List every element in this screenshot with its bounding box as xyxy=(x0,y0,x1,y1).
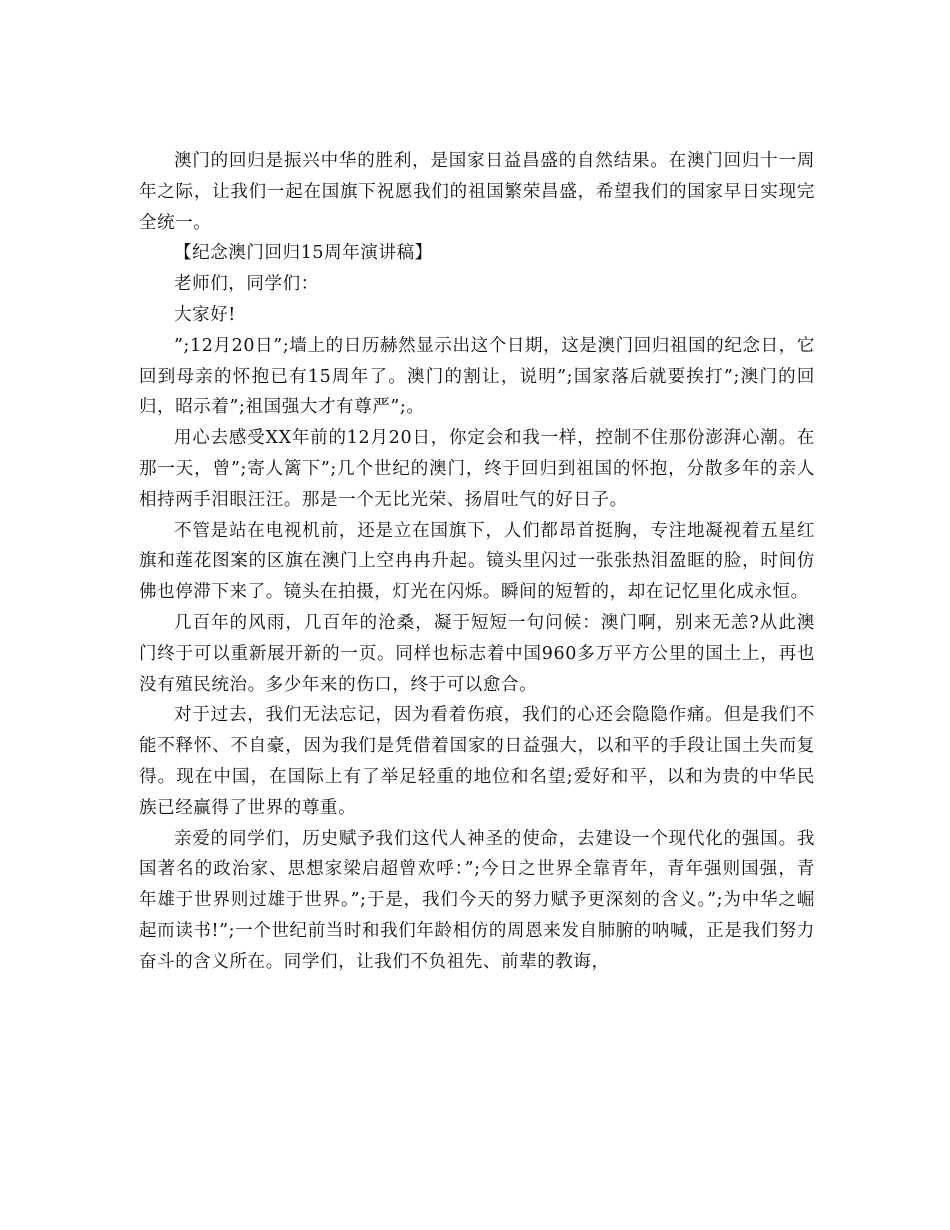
paragraph-anniversary: ”;12月20日”;墙上的日历赫然显示出这个日期，这是澳门回归祖国的纪念日，它回到母亲的怀抱已有15周年了。澳门的割让，说明”;国家落后就要挨打”;澳门的回归，昭示着”;祖国强大才有尊严”;。 xyxy=(139,335,815,418)
paragraph-that-day: 用心去感受XX年前的12月20日，你定会和我一样，控制不住那份澎湃心潮。在那一天，曾”;寄人篱下”;几个世纪的澳门，终于回归到祖国的怀抱，分散多年的亲人相持两手泪眼汪汪。那是一个无比光荣、扬眉吐气的好日子。 xyxy=(139,428,815,510)
paragraph-flag-raising: 不管是站在电视机前，还是立在国旗下，人们都昂首挺胸，专注地凝视着五星红旗和莲花图案的区旗在澳门上空冉冉升起。镜头里闪过一张张热泪盈眶的脸，时间仿佛也停滞下来了。镜头在拍摄，灯光在闪烁。瞬间的短暂的，却在记忆里化成永恒。 xyxy=(139,520,815,603)
paragraph-past: 对于过去，我们无法忘记，因为看着伤痕，我们的心还会隐隐作痛。但是我们不能不释怀、不自豪，因为我们是凭借着国家的日益强大，以和平的手段让国土失而复得。现在中国，在国际上有了举足轻重的地位和名望;爱好和平，以和为贵的中华民族已经赢得了世界的尊重。 xyxy=(139,705,815,818)
paragraph-centuries: 几百年的风雨，几百年的沧桑，凝于短短一句问候：澳门啊，别来无恙?从此澳门终于可以重新展开新的一页。同样也标志着中国960多万平方公里的国土上，再也没有殖民统治。多少年来的伤口，终于可以愈合。 xyxy=(139,612,815,695)
paragraph-conclusion: 澳门的回归是振兴中华的胜利，是国家日益昌盛的自然结果。在澳门回归十一周年之际，让我们一起在国旗下祝愿我们的祖国繁荣昌盛，希望我们的国家早日实现完全统一。 xyxy=(139,151,815,233)
greeting: 大家好! xyxy=(174,304,236,325)
paragraph-mission: 亲爱的同学们，历史赋予我们这代人神圣的使命，去建设一个现代化的强国。我国著名的政治家、思想家梁启超曾欢呼：”;今日之世界全靠青年，青年强则国强，青年雄于世界则过雄于世界。”;于是，我们今天的努力赋予更深刻的含义。”;为中华之崛起而读书!”;一个世纪前当时和我们年龄相仿的周恩来发自肺腑的呐喊，正是我们努力奋斗的含义所在。同学们，让我们不负祖先、前辈的教诲， xyxy=(139,828,815,972)
document-body xyxy=(139,146,815,978)
speech-title: 【纪念澳门回归15周年演讲稿】 xyxy=(174,243,433,264)
salutation-teachers: 老师们，同学们： xyxy=(174,274,319,295)
